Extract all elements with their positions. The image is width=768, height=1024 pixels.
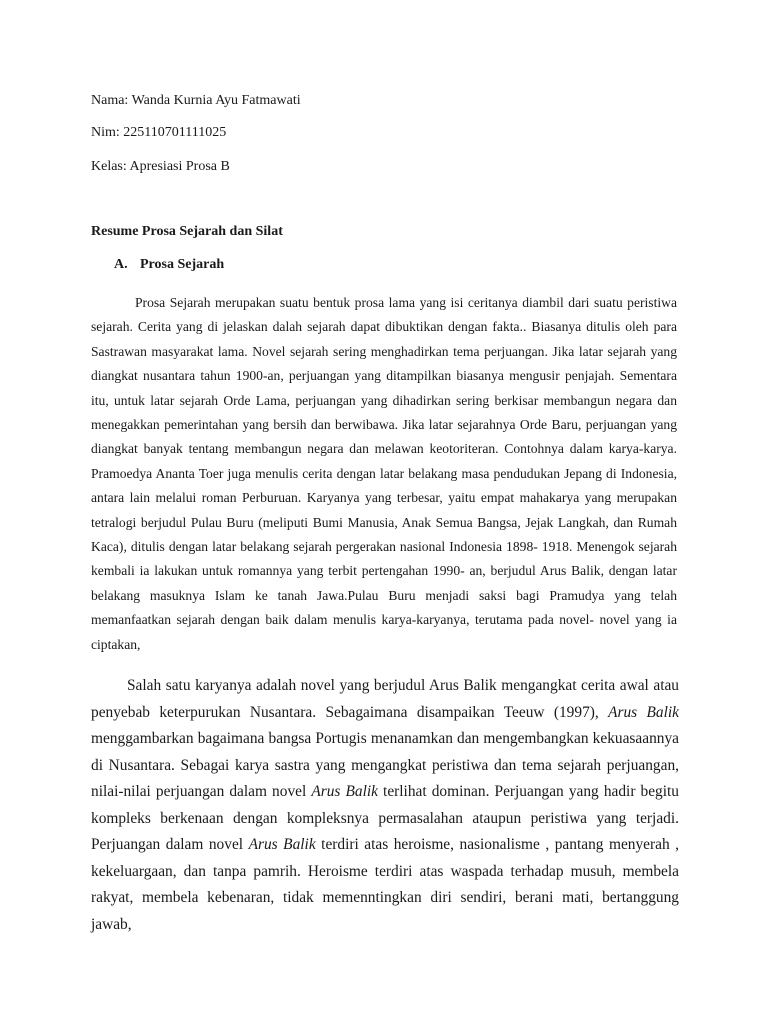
novel-title-italic: Arus Balik	[311, 783, 378, 800]
section-a-title: Prosa Sejarah	[140, 257, 225, 272]
section-a-heading	[114, 257, 224, 273]
paragraph-2-text-1: Salah satu karyanya adalah novel yang berjudul Arus Balik mengangkat cerita awal atau penyebab keterpurukan Nusantara. Sebagaimana disampaikan Teeuw (1997),	[91, 677, 679, 721]
student-name: Nama: Wanda Kurnia Ayu Fatmawati	[91, 93, 301, 108]
document-title: Resume Prosa Sejarah dan Silat	[91, 224, 283, 239]
section-a-number: A.	[114, 257, 128, 272]
novel-title-italic: Arus Balik	[248, 836, 316, 853]
novel-title-italic: Arus Balik	[608, 703, 679, 721]
paragraph-2-text-4: terdiri atas heroisme, nasionalisme , pantang menyerah , kekeluargaan, dan tanpa pamrih. Heroisme terdiri atas waspada terhadap musuh, membela rakyat, membela kebenaran, tidak memenntingkan diri sendiri, berani mati, bertanggung jawab,	[91, 836, 680, 933]
paragraph-1	[91, 291, 677, 657]
paragraph-2	[91, 673, 679, 938]
paragraph-2-text-2: menggambarkan bagaimana bangsa Portugis menanamkan dan mengembangkan kekuasaannya di Nusantara. Sebagai karya sastra yang mengangkat peristiwa dan tema sejarah perjuangan, nilai-nilai perjuangan dalam novel	[91, 730, 679, 800]
student-class: Kelas: Apresiasi Prosa B	[91, 159, 230, 174]
student-nim: Nim: 225110701111025	[91, 125, 227, 140]
paragraph-1-text: Prosa Sejarah merupakan suatu bentuk prosa lama yang isi ceritanya diambil dari suatu peristiwa sejarah. Cerita yang di jelaskan dalah sejarah dapat dibuktikan dengan fakta.. Biasanya ditulis oleh para Sastrawan masyarakat lama. Novel sejarah sering menghadirkan tema perjuangan. Jika latar sejarah yang diangkat nusantara tahun 1900-an, perjuangan yang ditampilkan biasanya mengusir penjajah. Sementara itu, untuk latar sejarah Orde Lama, perjuangan yang dihadirkan sering berkisar membangun negara dan menegakkan pemerintahan yang bersih dan berwibawa. Jika latar sejarahnya Orde Baru, perjuangan yang diangkat banyak tentang membangun negara dan melawan keotoriteran. Contohnya dalam karya-karya. Pramoedya Ananta Toer juga menulis cerita dengan latar belakang masa pendudukan Jepang di Indonesia, antara lain melalui roman Perburuan. Karyanya yang terbesar, yaitu empat mahakarya yang merupakan tetralogi berjudul Pulau Buru (meliputi Bumi Manusia, Anak Semua Bangsa, Jejak Langkah, dan Rumah Kaca), ditulis dengan latar belakang sejarah pergerakan nasional Indonesia 1898- 1918. Menengok sejarah kembali ia lakukan untuk romannya yang terbit pertengahan 1990- an, berjudul Arus Balik, dengan latar belakang masuknya Islam ke tanah Jawa.Pulau Buru menjadi saksi bagi Pramudya yang telah memanfaatkan sejarah dengan baik dalam menulis karya-karyanya, terutama pada novel- novel yang ia ciptakan,	[91, 295, 677, 652]
paragraph-2-text-3: terlihat dominan. Perjuangan yang hadir begitu kompleks berkenaan dengan kompleksnya permasalahan ataupun peristiwa yang terjadi. Perjuangan dalam novel	[91, 783, 679, 853]
